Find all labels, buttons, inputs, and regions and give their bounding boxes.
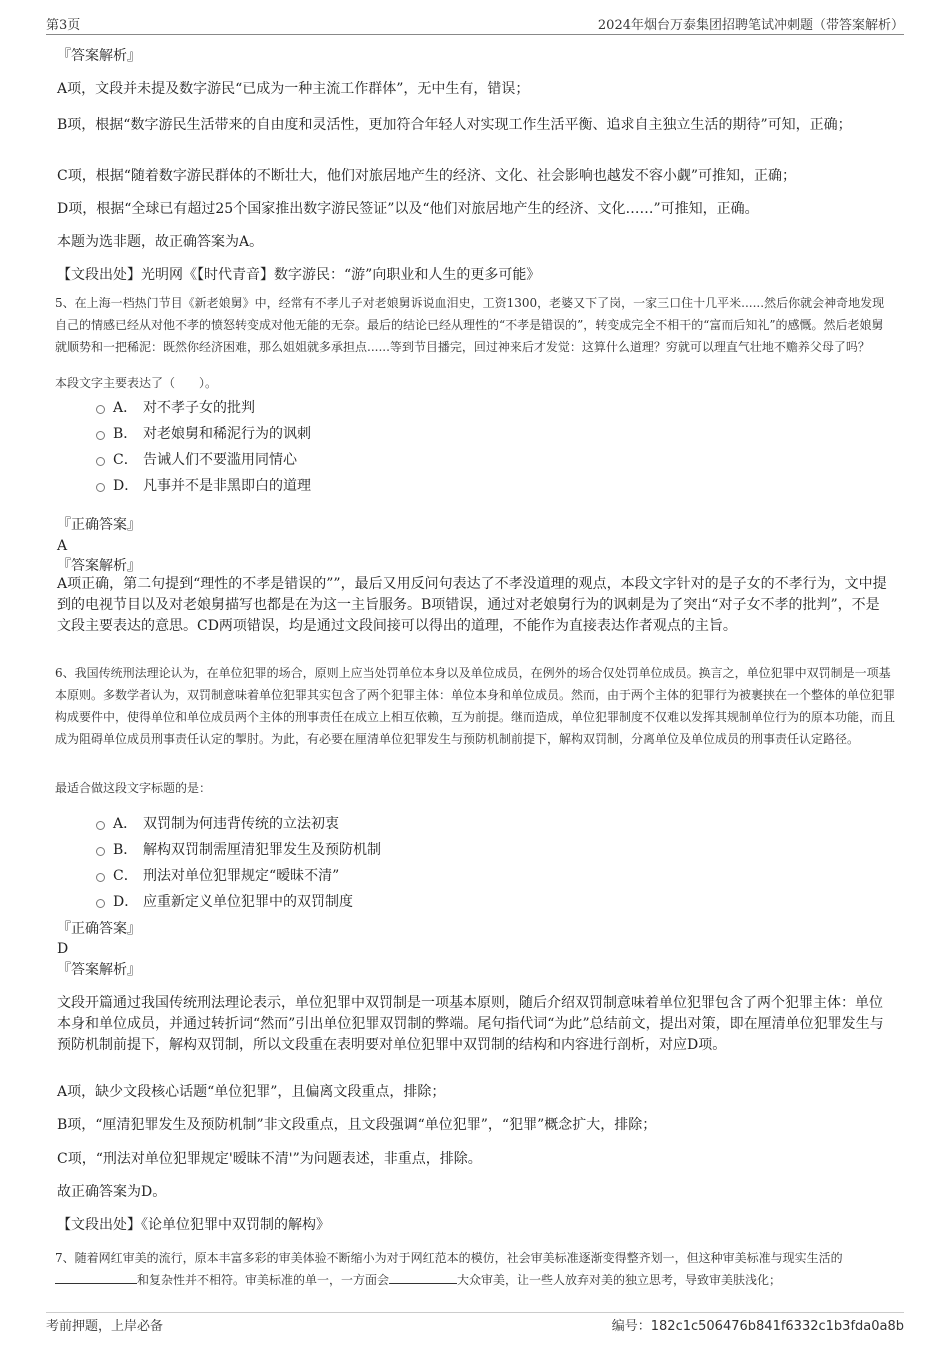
q5-answer-label: 『正确答案』 [57, 517, 141, 533]
q7-stem: 7、随着网红审美的流行，原本丰富多彩的审美体验不断缩小为对于网红范本的模仿，社会审美标准逐渐变得整齐划一，但这种审美标准与现实生活的和复杂性并不相符。审美标准的单一，一方面会 大众审美，让一些人放弃对美的独立思考，导致审美肤浅化； [55, 1251, 843, 1287]
radio-icon[interactable] [96, 405, 105, 414]
q5-prompt: 本段文字主要表达了（ ）。 [55, 376, 218, 390]
page-number: 第3页 [46, 18, 81, 33]
footer-slogan: 考前押题，上岸必备 [46, 1319, 164, 1334]
q6-options [96, 810, 796, 914]
page-header [46, 14, 904, 35]
q6-prompt: 最适合做这段文字标题的是： [55, 781, 212, 795]
q5-option-c[interactable]: C． 告诫人们不要滥用同情心 [96, 446, 796, 472]
radio-icon[interactable] [96, 873, 105, 882]
q5-option-b[interactable]: B． 对老娘舅和稀泥行为的讽刺 [96, 420, 796, 446]
q6-stem: 6、我国传统刑法理论认为，在单位犯罪的场合，原则上应当处罚单位本身以及单位成员，在例外的场合仅处罚单位成员。换言之，单位犯罪中双罚制是一项基本原则。多数学者认为，双罚制意味着单位犯罪其实包含了两个犯罪主体：单位本身和单位成员。然而，由于两个主体的犯罪行为被裹挟在一个整体的单位犯罪构成要件中，使得单位和单位成员两个主体的刑事责任在成立上相互依赖，互为前提。继而造成，单位犯罪制度不仅难以发挥其规制单位行为的原本功能，而且成为阻碍单位成员刑事责任认定的掣肘。为此，有必要在厘清单位犯罪发生与预防机制前提下，解构双罚制，分离单位及单位成员的刑事责任认定路径。 [55, 666, 896, 746]
q6-option-c[interactable]: C． 刑法对单位犯罪规定“暧昧不清” [96, 862, 796, 888]
q5-option-a[interactable]: A． 对不孝子女的批判 [96, 394, 796, 420]
q6-analysis-a: A项，缺少文段核心话题“单位犯罪”，且偏离文段重点，排除； [57, 1084, 446, 1100]
q4-source: 【文段出处】光明网《【时代青音】数字游民：“游”向职业和人生的更多可能》 [57, 267, 541, 283]
page-footer [46, 1312, 904, 1335]
q4-conclusion: 本题为选非题，故正确答案为A。 [57, 234, 264, 250]
q6-analysis-b: B项，“厘清犯罪发生及预防机制”非文段重点，且文段强调“单位犯罪”，“犯罪”概念扩大，排除； [57, 1117, 657, 1133]
fill-blank-1[interactable] [55, 1270, 137, 1284]
q5-analysis-label: 『答案解析』 [57, 558, 141, 574]
radio-icon[interactable] [96, 457, 105, 466]
q4-analysis-d: D项，根据“全球已有超过25个国家推出数字游民签证”以及“他们对旅居地产生的经济、文化……”可推知，正确。 [57, 201, 759, 217]
q6-analysis: 文段开篇通过我国传统刑法理论表示，单位犯罪中双罚制是一项基本原则，随后介绍双罚制意味着单位犯罪包含了两个犯罪主体：单位本身和单位成员，并通过转折词“然而”引出单位犯罪双罚制的弊端。尾句指代词“为此”总结前文，提出对策，即在厘清单位犯罪发生与预防机制前提下，解构双罚制，所以文段重在表明要对单位犯罪中双罚制的结构和内容进行剖析，对应D项。 [57, 995, 884, 1053]
q5-stem: 5、在上海一档热门节目《新老娘舅》中，经常有不孝儿子对老娘舅诉说血泪史，工资1300，老婆又下了岗，一家三口住十几平米......然后你就会神奇地发现自己的情感已经从对他不孝的愤怒转变成对他无能的无奈。最后的结论已经从理性的“不孝是错误的”，转变成完全不相干的“富而后知礼”的感慨。然后老娘舅就顺势和一把稀泥：既然你经济困难，那么姐姐就多承担点......等到节目播完，回过神来后才发觉：这算什么道理？穷就可以理直气壮地不赡养父母了吗？ [55, 296, 885, 354]
radio-icon[interactable] [96, 821, 105, 830]
q6-answer: D [57, 941, 69, 957]
radio-icon[interactable] [96, 483, 105, 492]
q6-conclusion: 故正确答案为D。 [57, 1184, 167, 1200]
radio-icon[interactable] [96, 431, 105, 440]
q5-option-d[interactable]: D． 凡事并不是非黑即白的道理 [96, 472, 796, 498]
q5-analysis: A项正确，第二句提到“理性的不孝是错误的””，最后又用反问句表达了不孝没道理的观点，本段文字针对的是子女的不孝行为，文中提到的电视节目以及对老娘舅描写也都是在为这一主旨服务。B项错误，通过对老娘舅行为的讽刺是为了突出“对子女不孝的批判”，不是文段主要表达的意思。CD两项错误，均是通过文段间接可以得出的道理，不能作为直接表达作者观点的主旨。 [57, 576, 887, 634]
q4-analysis-c: C项，根据“随着数字游民群体的不断壮大，他们对旅居地产生的经济、文化、社会影响也越发不容小觑”可推知，正确； [57, 168, 797, 184]
q6-analysis-label: 『答案解析』 [57, 962, 141, 978]
q6-option-d[interactable]: D． 应重新定义单位犯罪中的双罚制度 [96, 888, 796, 914]
radio-icon[interactable] [96, 899, 105, 908]
q4-analysis-b: B项，根据“数字游民生活带来的自由度和灵活性，更加符合年轻人对实现工作生活平衡、追求自主独立生活的期待”可知，正确； [57, 117, 852, 133]
q5-options [96, 394, 796, 498]
q6-option-a[interactable]: A． 双罚制为何违背传统的立法初衷 [96, 810, 796, 836]
q6-source: 【文段出处】《论单位犯罪中双罚制的解构》 [57, 1217, 330, 1233]
q6-answer-label: 『正确答案』 [57, 921, 141, 937]
q5-answer: A [57, 538, 68, 554]
document-title: 2024年烟台万泰集团招聘笔试冲刺题（带答案解析） [597, 18, 904, 33]
q6-option-b[interactable]: B． 解构双罚制需厘清犯罪发生及预防机制 [96, 836, 796, 862]
radio-icon[interactable] [96, 847, 105, 856]
q6-analysis-c: C项，“刑法对单位犯罪规定'暧昧不清'”为问题表述，非重点，排除。 [57, 1151, 482, 1167]
q4-analysis-label: 『答案解析』 [57, 48, 141, 64]
fill-blank-2[interactable] [389, 1270, 457, 1284]
footer-code: 编号：182c1c506476b841f6332c1b3fda0a8b [611, 1319, 904, 1334]
q4-analysis-a: A项，文段并未提及数字游民“已成为一种主流工作群体”，无中生有，错误； [57, 81, 530, 97]
